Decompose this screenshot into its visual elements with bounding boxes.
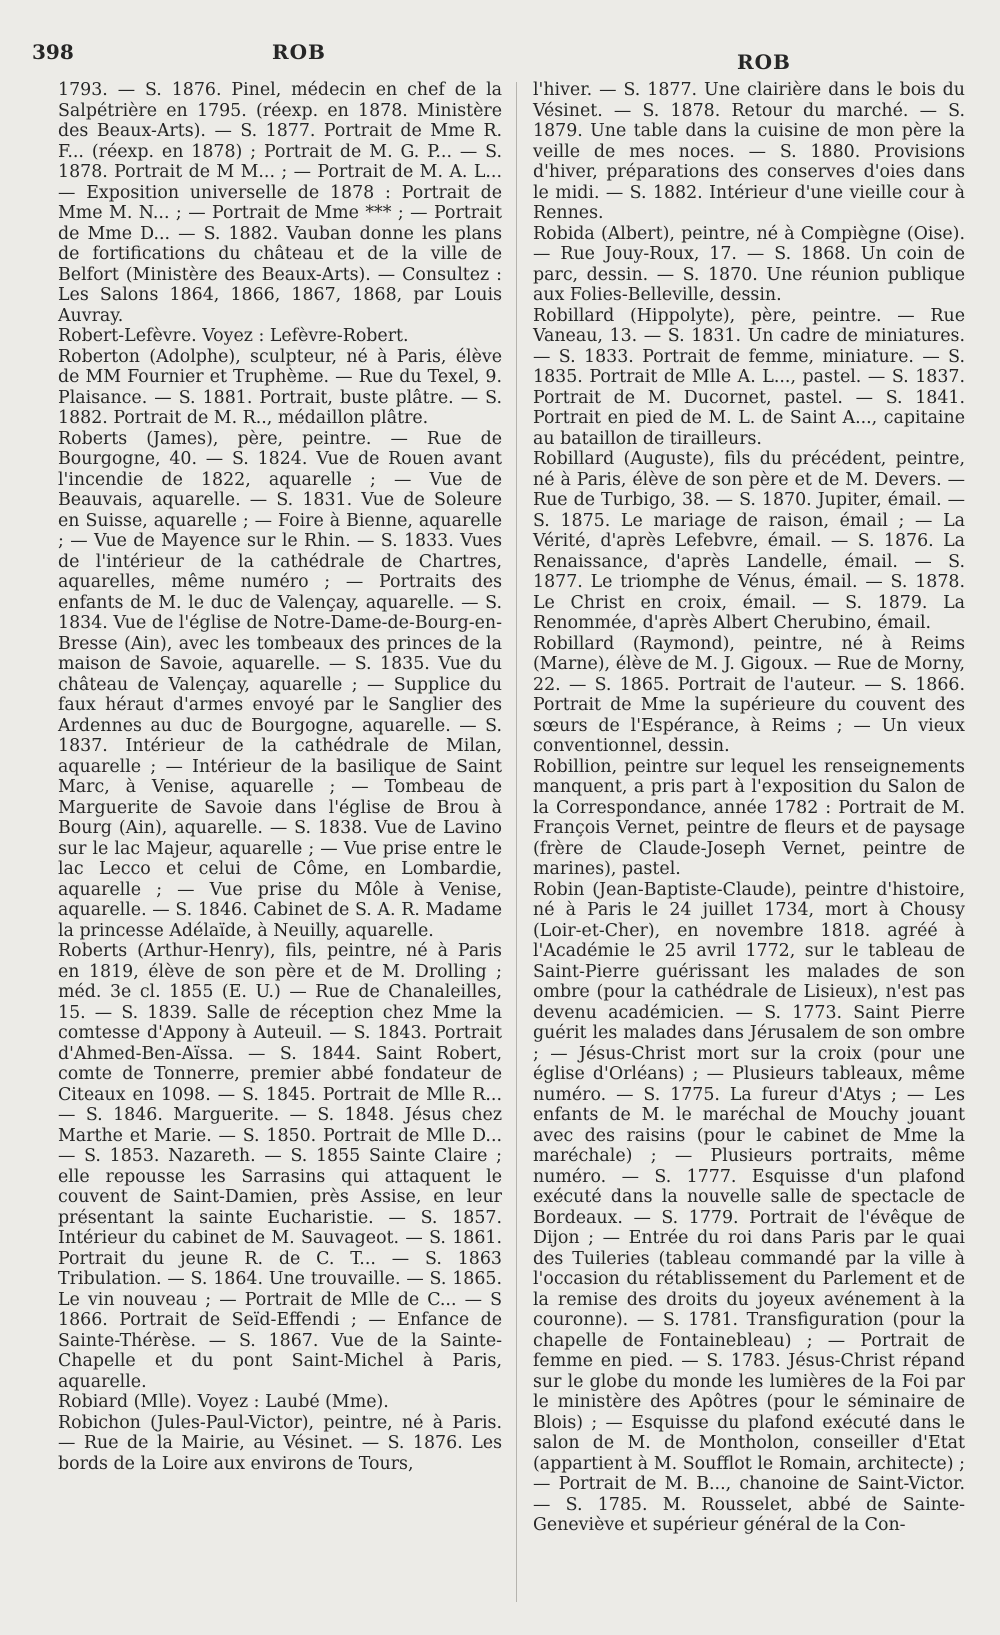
paragraph: 1793. — S. 1876. Pinel, médecin en chef de la Salpétrière en 1795. (réexp. en 1878. Ministère des Beaux-Arts). — S. 1877. Portrait de Mme R. F... (réexp. en 1878) ; Portrait de M. G. P... — S. 1878. Portrait de M M... ; — Portrait de M. A. L... — Exposition universelle de 1878 : Portrait de Mme M. N... ; — Portrait de Mme *** ; — Portrait de Mme D... — S. 1882. Vauban donne les plans de fortifications du château et de la ville de Belfort (Ministère des Beaux-Arts). — Consultez : Les Salons 1864, 1866, 1867, 1868, par Louis Auvray. <box>58 80 502 326</box>
running-head-left: ROB <box>272 40 326 64</box>
paragraph: Roberts (Arthur-Henry), fils, peintre, né à Paris en 1819, élève de son père et de M. Drolling ; méd. 3e cl. 1855 (E. U.) — Rue de Chanaleilles, 15. — S. 1839. Salle de réception chez Mme la comtesse d'Appony à Auteuil. — S. 1843. Portrait d'Ahmed-Ben-Aïssa. — S. 1844. Saint Robert, comte de Tonnerre, premier abbé fondateur de Citeaux en 1098. — S. 1845. Portrait de Mlle R... — S. 1846. Marguerite. — S. 1848. Jésus chez Marthe et Marie. — S. 1850. Portrait de Mlle D... — S. 1853. Nazareth. — S. 1855 Sainte Claire ; elle repousse les Sarrasins qui attaquent le couvent de Saint-Damien, près Assise, en leur présentant la sainte Eucharistie. — S. 1857. Intérieur du cabinet de M. Sauvageot. — S. 1861. Portrait du jeune R. de C. T... — S. 1863 Tribulation. — S. 1864. Une trouvaille. — S. 1865. Le vin nouveau ; — Portrait de Mlle de C... — S 1866. Portrait de Seïd-Effendi ; — Enfance de Sainte-Thérèse. — S. 1867. Vue de la Sainte-Chapelle et du pont Saint-Michel à Paris, aquarelle. <box>58 941 502 1392</box>
paragraph: Robillion, peintre sur lequel les renseignements manquent, a pris part à l'exposition du Salon de la Correspondance, année 1782 : Portrait de M. François Vernet, peintre de fleurs et de paysage (frère de Claude-Joseph Vernet, peintre de marines), pastel. <box>533 756 965 879</box>
page-number: 398 <box>32 40 74 64</box>
column-divider <box>516 82 517 1602</box>
paragraph: Robin (Jean-Baptiste-Claude), peintre d'histoire, né à Paris le 24 juillet 1734, mort à Chousy (Loir-et-Cher), en novembre 1818. agréé à l'Académie le 25 avril 1772, sur le tableau de Saint-Pierre guérissant les malades de son ombre (pour la cathédrale de Lisieux), n'est pas devenu académicien. — S. 1773. Saint Pierre guérit les malades dans Jérusalem de son ombre ; — Jésus-Christ mort sur la croix (pour une église d'Orléans) ; — Plusieurs tableaux, même numéro. — S. 1775. La fureur d'Atys ; — Les enfants de M. le maréchal de Mouchy jouant avec des raisins (pour le cabinet de Mme la maréchale) ; — Plusieurs portraits, même numéro. — S. 1777. Esquisse d'un plafond exécuté dans la nouvelle salle de spectacle de Bordeaux. — S. 1779. Portrait de l'évêque de Dijon ; — Entrée du roi dans Paris par le quai des Tuileries (tableau commandé par la ville à l'occasion du rétablissement du Parlement et de la remise des droits du joyeux avénement à la couronne). — S. 1781. Transfiguration (pour la chapelle de Fontainebleau) ; — Portrait de femme en pied. — S. 1783. Jésus-Christ répand sur le globe du monde les lumières de la Foi par le ministère des Apôtres (pour le séminaire de Blois) ; — Esquisse du plafond exécuté dans le salon de M. de Montholon, conseiller d'Etat (appartient à M. Soufflot le Romain, architecte) ; — Portrait de M. B..., chanoine de Saint-Victor. — S. 1785. M. Rousselet, abbé de Sainte-Geneviève et supérieur général de la Con- <box>533 879 965 1535</box>
paragraph: l'hiver. — S. 1877. Une clairière dans le bois du Vésinet. — S. 1878. Retour du marché. — S. 1879. Une table dans la cuisine de mon père la veille de mes noces. — S. 1880. Provisions d'hiver, préparations des conserves d'oies dans le midi. — S. 1882. Intérieur d'une vieille cour à Rennes. <box>533 80 965 223</box>
paragraph: Robiard (Mlle). Voyez : Laubé (Mme). <box>58 1392 389 1412</box>
paragraph: Robert-Lefèvre. Voyez : Lefèvre-Robert. <box>58 326 409 346</box>
paragraph: Robillard (Hippolyte), père, peintre. — Rue Vaneau, 13. — S. 1831. Un cadre de miniatures. — S. 1833. Portrait de femme, miniature. — S. 1835. Portrait de Mlle A. L..., pastel. — S. 1837. Portrait de M. Ducornet, pastel. — S. 1841. Portrait en pied de M. L. de Saint A..., capitaine au bataillon de tirailleurs. <box>533 305 965 449</box>
paragraph: Robillard (Raymond), peintre, né à Reims (Marne), élève de M. J. Gigoux. — Rue de Morny, 22. — S. 1865. Portrait de l'auteur. — S. 1866. Portrait de Mme la supérieure du couvent des sœurs de l'Espérance, à Reims ; — Un vieux conventionnel, dessin. <box>533 633 965 756</box>
paragraph: Roberton (Adolphe), sculpteur, né à Paris, élève de MM Fournier et Truphème. — Rue du Texel, 9. Plaisance. — S. 1881. Portrait, buste plâtre. — S. 1882. Portrait de M. R.., médaillon plâtre. <box>58 346 502 428</box>
paragraph: Robillard (Auguste), fils du précédent, peintre, né à Paris, élève de son père et de M. Devers. — Rue de Turbigo, 38. — S. 1870. Jupiter, émail. — S. 1875. Le mariage de raison, émail ; — La Vérité, d'après Lefebvre, émail. — S. 1876. La Renaissance, d'après Landelle, émail. — S. 1877. Le triomphe de Vénus, émail. — S. 1878. Le Christ en croix, émail. — S. 1879. La Renommée, d'après Albert Cherubino, émail. <box>533 449 965 633</box>
paragraph: Roberts (James), père, peintre. — Rue de Bourgogne, 40. — S. 1824. Vue de Rouen avant l'incendie de 1822, aquarelle ; — Vue de Beauvais, aquarelle. — S. 1831. Vue de Soleure en Suisse, aquarelle ; — Foire à Bienne, aquarelle ; — Vue de Mayence sur le Rhin. — S. 1833. Vues de l'intérieur de la cathédrale de Chartres, aquarelles, même numéro ; — Portraits des enfants de M. le duc de Valençay, aquarelle. — S. 1834. Vue de l'église de Notre-Dame-de-Bourg-en-Bresse (Ain), avec les tombeaux des princes de la maison de Savoie, aquarelle. — S. 1835. Vue du château de Valençay, aquarelle ; — Supplice du faux héraut d'armes envoyé par le Sanglier des Ardennes au duc de Bourgogne, aquarelle. — S. 1837. Intérieur de la cathédrale de Milan, aquarelle ; — Intérieur de la basilique de Saint Marc, à Venise, aquarelle ; — Tombeau de Marguerite de Savoie dans l'église de Brou à Bourg (Ain), aquarelle. — S. 1838. Vue de Lavino sur le lac Majeur, aquarelle ; — Vue prise entre le lac Lecco et celui de Côme, en Lombardie, aquarelle ; — Vue prise du Môle à Venise, aquarelle. — S. 1846. Cabinet de S. A. R. Madame la princesse Adélaïde, à Neuilly, aquarelle. <box>58 428 502 941</box>
right-column <box>533 80 965 1536</box>
left-column <box>58 80 502 1474</box>
running-head-right: ROB <box>737 50 791 74</box>
paragraph: Robida (Albert), peintre, né à Compiègne (Oise). — Rue Jouy-Roux, 17. — S. 1868. Un coin de parc, dessin. — S. 1870. Une réunion publique aux Folies-Belleville, dessin. <box>533 223 965 305</box>
paragraph: Robichon (Jules-Paul-Victor), peintre, né à Paris. — Rue de la Mairie, au Vésinet. — S. 1876. Les bords de la Loire aux environs de Tours, <box>58 1412 502 1474</box>
